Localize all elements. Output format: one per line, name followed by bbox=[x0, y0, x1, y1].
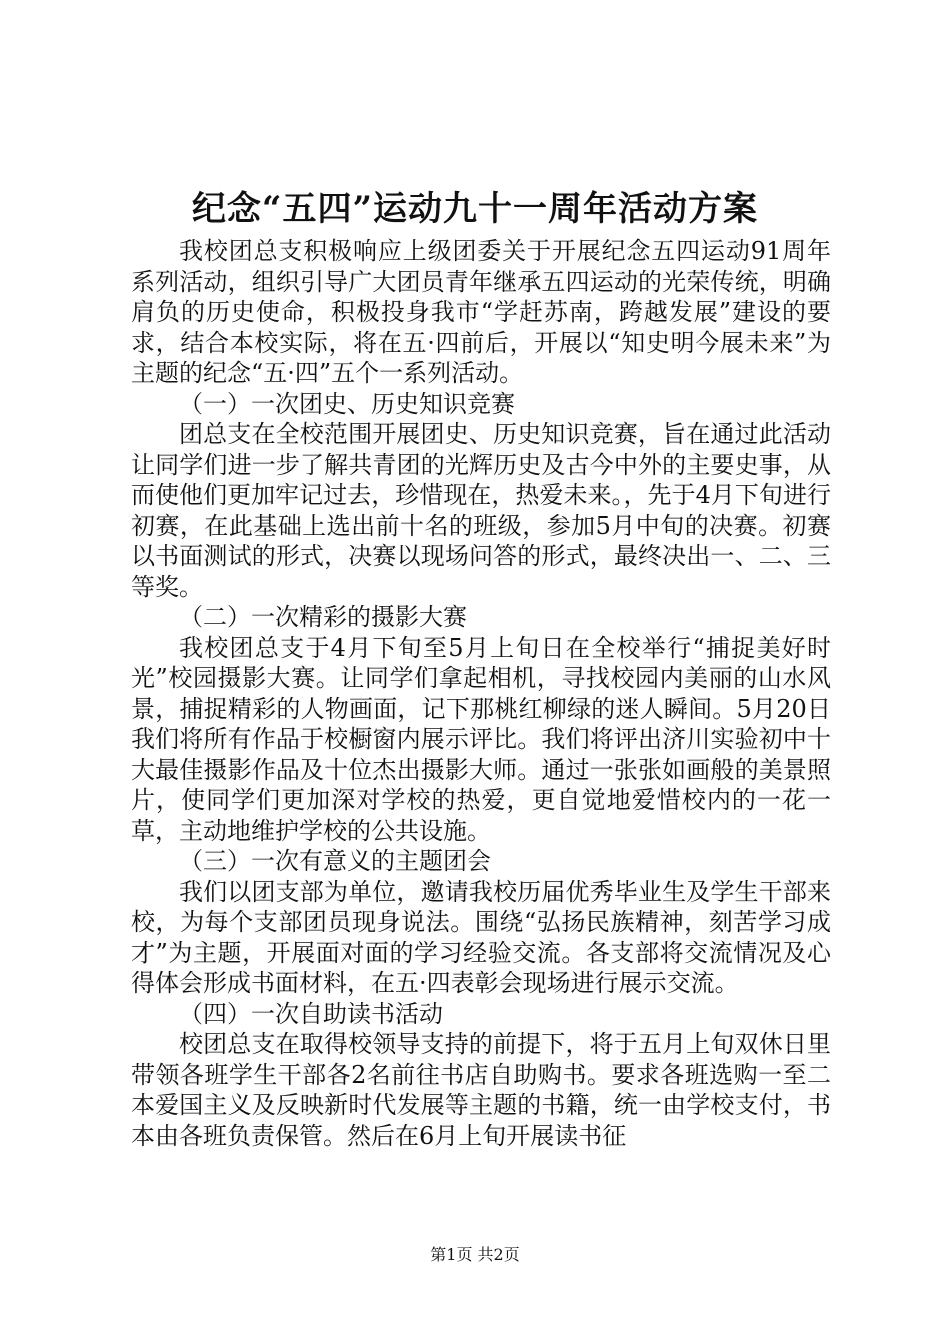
section-heading-2: （二）一次精彩的摄影大赛 bbox=[179, 603, 467, 631]
section-heading-3: （三）一次有意义的主题团会 bbox=[179, 847, 491, 875]
paragraph-section-2: 我校团总支于4月下旬至5月上旬日在全校举行“捕捉美好时光”校园摄影大赛。让同学们拿起相机，寻找校园内美丽的山水风景，捕捉精彩的人物画面，记下那桃红柳绿的迷人瞬间。5月20日我们将所有作品于校橱窗内展示评比。我们将评出济川实验初中十大最佳摄影作品及十位杰出摄影大师。通过一张张如画般的美景照片，使同学们更加深对学校的热爱，更自觉地爱惜校内的一花一草，主动地维护学校的公共设施。 bbox=[131, 633, 831, 845]
paragraph-section-4: 校团总支在取得校领导支持的前提下，将于五月上旬双休日里带领各班学生干部各2名前往书店自助购书。要求各班选购一至二本爱国主义及反映新时代发展等主题的书籍，统一由学校支付，书本由各班负责保管。然后在6月上旬开展读书征 bbox=[131, 1030, 831, 1150]
section-heading-4: （四）一次自助读书活动 bbox=[179, 999, 443, 1028]
paragraph-intro: 我校团总支积极响应上级团委关于开展纪念五四运动91周年系列活动，组织引导广大团员青年继承五四运动的光荣传统，明确肩负的历史使命，积极投身我市“学赶苏南，跨越发展”建设的要求，结合本校实际，将在五·四前后，开展以“知史明今展未来”为主题的纪念“五·四”五个一系列活动。 bbox=[131, 237, 831, 387]
page-footer: 第1页 共2页 bbox=[430, 1245, 520, 1264]
document-title: 纪念“五四”运动九十一周年活动方案 bbox=[191, 189, 759, 229]
document-body bbox=[131, 236, 831, 1151]
paragraph-section-1: 团总支在全校范围开展团史、历史知识竞赛，旨在通过此活动让同学们进一步了解共青团的光辉历史及古今中外的主要史事，从而使他们更加牢记过去，珍惜现在，热爱未来。，先于4月下旬进行初赛，在此基础上选出前十名的班级，参加5月中旬的决赛。初赛以书面测试的形式，决赛以现场问答的形式，最终决出一、二、三等奖。 bbox=[131, 420, 831, 601]
section-heading-1: （一）一次团史、历史知识竞赛 bbox=[179, 389, 515, 418]
paragraph-section-3: 我们以团支部为单位，邀请我校历届优秀毕业生及学生干部来校，为每个支部团员现身说法。围绕“弘扬民族精神，刻苦学习成才”为主题，开展面对面的学习经验交流。各支部将交流情况及心得体会形成书面材料，在五·四表彰会现场进行展示交流。 bbox=[131, 877, 831, 997]
